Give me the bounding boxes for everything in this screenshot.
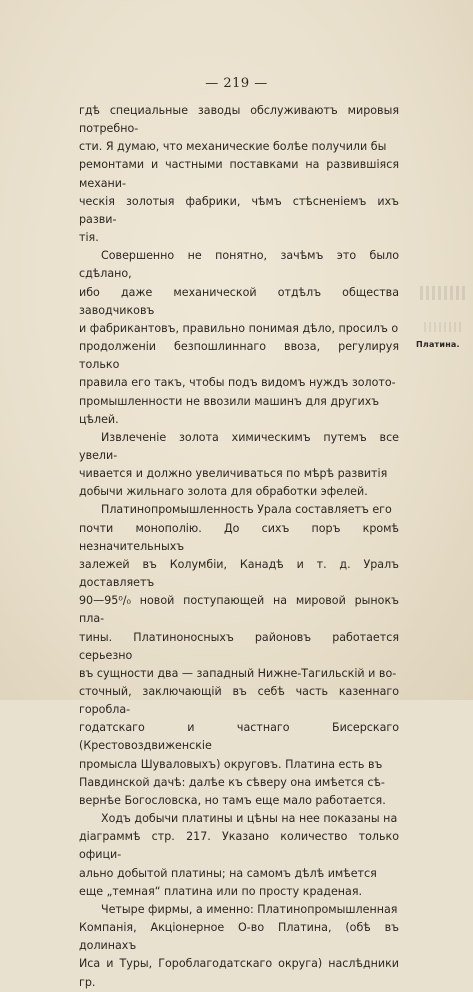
text-line: Павдинской дачѣ: далѣе къ сѣверу она имѣется сѣ-	[79, 775, 385, 789]
text-line: и фабрикантовъ, правильно понимая дѣло, просилъ о	[79, 321, 399, 335]
text-line: ально добытой платины; на самомъ дѣлѣ имѣется	[79, 866, 377, 880]
margin-note: Платина.	[416, 340, 460, 349]
text-line: діаграммѣ стр. 217. Указано количество только офици-	[79, 830, 399, 862]
text-line: цѣлей.	[79, 412, 119, 426]
text-line: сти. Я думаю, что механические болѣе получили бы	[79, 140, 387, 154]
text-line: правила его такъ, чтобы подъ видомъ нуждъ золото-	[79, 376, 396, 390]
text-line: залежей въ Колумбіи, Канадѣ и т. д. Уралъ доставляетъ	[79, 557, 399, 590]
text-line: промышленности не ввозили машинъ для другихъ	[79, 394, 380, 408]
page-number: — 219 —	[205, 76, 268, 91]
text-line: 90—95⁰/₀ новой поступающей на мировой рынокъ пла-	[79, 594, 399, 626]
text-line: Иса и Туры, Гороблагодатскаго округа) наслѣдники гр.	[79, 957, 399, 989]
text-line: ческія золотыя фабрики, чѣмъ стѣсненіемъ ихъ разви-	[79, 194, 399, 226]
show-through-text	[420, 286, 466, 300]
text-line: ремонтами и частными поставками на развившіяся механи-	[79, 158, 399, 190]
text-line: чивается и должно увеличиваться по мѣрѣ развитія	[79, 467, 388, 481]
text-line: годатскаго и частнаго Бисерскаго (Крестовоздвиженскіе	[79, 721, 399, 753]
text-line: ибо даже механической отдѣлъ общества заводчиковъ	[79, 285, 399, 317]
text-line: Ходъ добычи платины и цѣны на нее показаны на	[101, 812, 398, 826]
text-line: вернѣе Богословска, но тамъ еще мало работается.	[79, 793, 386, 807]
body-text	[79, 102, 399, 992]
text-line: Платинопромышленность Урала составляетъ его	[101, 503, 392, 517]
text-line: тія.	[79, 231, 99, 245]
text-line: Компанія, Акціонерное О-во Платина, (обѣ въ долинахъ	[79, 921, 399, 953]
text-line: почти монополію. До сихъ поръ кромѣ незначительныхъ	[79, 521, 399, 553]
text-line: сточный, заключающій въ себѣ часть казеннаго горобла-	[79, 685, 399, 717]
text-line: промысла Шуваловыхъ) округовъ. Платина есть въ	[79, 757, 383, 771]
text-line: гдѣ специальные заводы обслуживаютъ мировыя потребно-	[79, 104, 399, 136]
text-line: добычи жильнаго золота для обработки эфелей.	[79, 485, 368, 499]
text-line: Совершенно не понятно, зачѣмъ это было сдѣлано,	[79, 249, 399, 281]
text-line: еще „темная“ платина или по просту краденая.	[79, 884, 363, 898]
text-line: продолженіи безпошлиннаго ввоза, регулируя только	[79, 340, 399, 372]
text-line: въ сущности два — западный Нижне-Тагильскій и во-	[79, 666, 397, 680]
text-line: Извлеченіе золота химическимъ путемъ все увели-	[79, 430, 399, 462]
text-line: Четыре фирмы, а именно: Платинопромышленная	[101, 902, 398, 916]
text-line: тины. Платиноносныхъ районовъ работается серьезно	[79, 630, 399, 662]
show-through-text	[424, 322, 464, 332]
